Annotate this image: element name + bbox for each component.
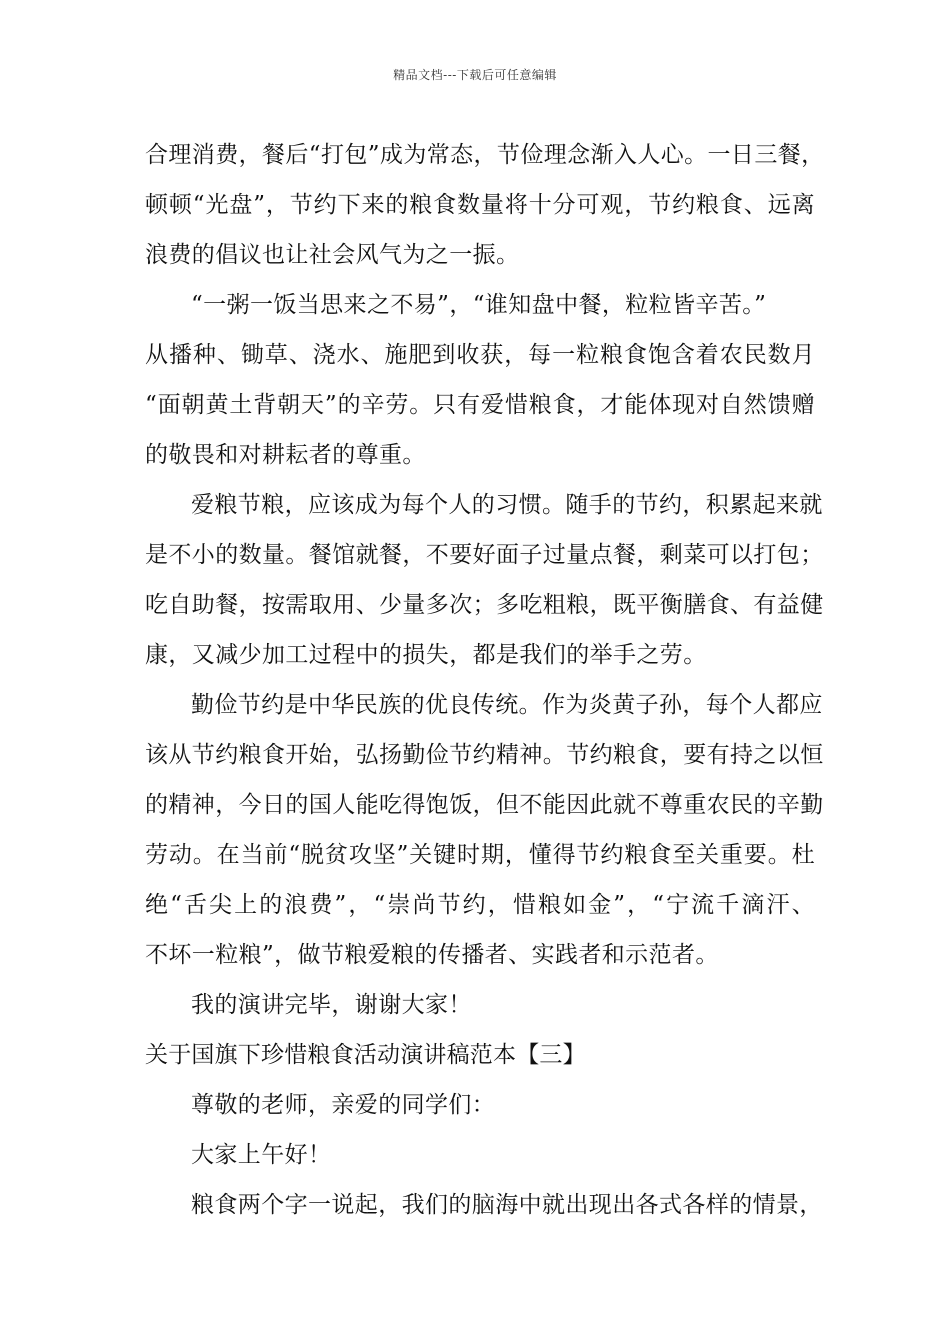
text-line: 劳动。在当前“脱贫攻坚”关键时期，懂得节约粮食至关重要。杜 <box>145 842 815 868</box>
text-line: 顿顿“光盘”，节约下来的粮食数量将十分可观，节约粮食、远离 <box>145 192 815 218</box>
text-line: 浪费的倡议也让社会风气为之一振。 <box>145 242 520 268</box>
document-body <box>145 130 825 1230</box>
paragraph-start-line: “一粥一饭当思来之不易”，“谁知盘中餐，粒粒皆辛苦。” <box>191 292 767 318</box>
salutation-line: 尊敬的老师，亲爱的同学们： <box>191 1092 496 1118</box>
text-line: 合理消费，餐后“打包”成为常态，节俭理念渐入人心。一日三餐， <box>145 142 825 168</box>
paragraph-start-line: 爱粮节粮，应该成为每个人的习惯。随手的节约，积累起来就 <box>191 492 823 518</box>
page-header: 精品文档---下载后可任意编辑 <box>393 68 557 82</box>
text-line: 不坏一粒粮”，做节粮爱粮的传播者、实践者和示范者。 <box>145 942 719 968</box>
text-line: 该从节约粮食开始，弘扬勤俭节约精神。节约粮食，要有持之以恒 <box>145 742 824 768</box>
text-line: 从播种、锄草、浇水、施肥到收获，每一粒粮食饱含着农民数月 <box>145 342 815 368</box>
text-line: 吃自助餐，按需取用、少量多次；多吃粗粮，既平衡膳食、有益健 <box>145 592 824 618</box>
text-line: “面朝黄土背朝天”的辛劳。只有爱惜粮食，才能体现对自然馈赠 <box>145 392 815 418</box>
text-line: 的敬畏和对耕耘者的尊重。 <box>145 442 426 468</box>
text-line: 绝“舌尖上的浪费”，“崇尚节约，惜粮如金”，“宁流千滴汗、 <box>145 892 815 918</box>
paragraph-start-line: 粮食两个字一说起，我们的脑海中就出现出各式各样的情景， <box>191 1192 823 1218</box>
text-line: 的精神，今日的国人能吃得饱饭，但不能因此就不尊重农民的辛勤 <box>145 792 824 818</box>
paragraph-start-line: 勤俭节约是中华民族的优良传统。作为炎黄子孙，每个人都应 <box>191 692 823 718</box>
section-heading: 关于国旗下珍惜粮食活动演讲稿范本【三】 <box>145 1042 586 1068</box>
text-line: 康，又减少加工过程中的损失，都是我们的举手之劳。 <box>145 642 707 668</box>
greeting-line: 大家上午好！ <box>191 1142 332 1168</box>
text-line: 是不小的数量。餐馆就餐，不要好面子过量点餐，剩菜可以打包； <box>145 542 824 568</box>
closing-line: 我的演讲完毕，谢谢大家！ <box>191 992 472 1018</box>
